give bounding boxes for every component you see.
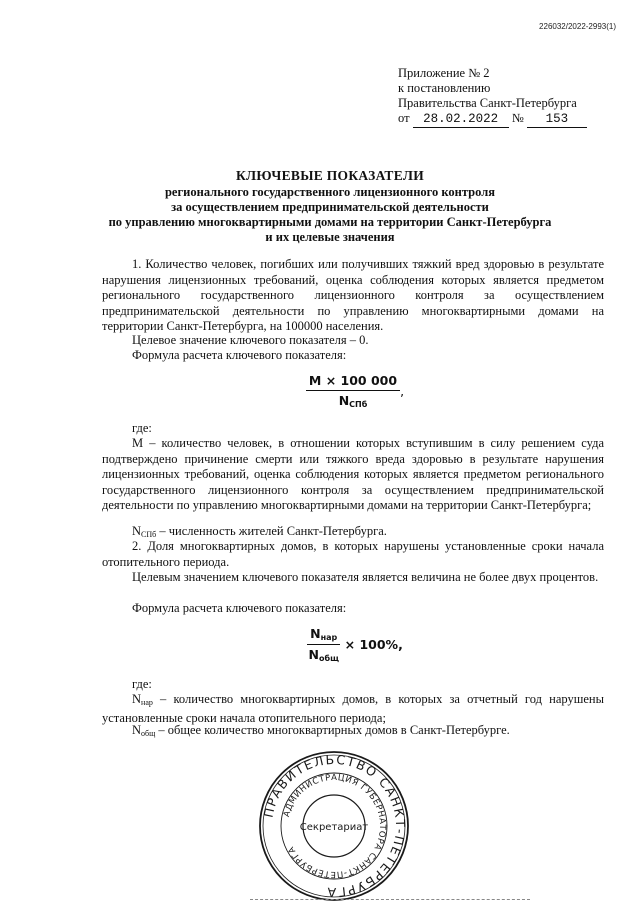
appendix-line2: к постановлению (398, 81, 491, 95)
number-label: № (511, 111, 524, 125)
stamp-center-text: Секретариат (299, 822, 369, 833)
title-line5: и их целевые значения (265, 230, 395, 244)
paragraph-target-1: Целевое значение ключевого показателя – 0. (132, 333, 369, 347)
resolution-number: 153 (527, 112, 587, 128)
formula-2-numerator: $N_{нар}$ (307, 626, 340, 645)
paragraph-1: 1. Количество человек, погибших или получивших тяжкий вред здоровью в результате нарушения лицензионных требований, оценка соблюдения которых является предметом регионального государственного лицензионного контроля за осуществлением предпринимательской деятельности по управлению многоквартирными домами на территории Санкт-Петербурга, на 100000 населения. (102, 257, 604, 334)
formula-1-numerator: M × 100 000 (306, 373, 400, 391)
formula-2-suffix: × 100%, (344, 637, 403, 652)
title-line1: КЛЮЧЕВЫЕ ПОКАЗАТЕЛИ (235, 168, 425, 183)
where-label-1: где: (132, 421, 152, 435)
stamp-inner-text: АДМИНИСТРАЦИЯ ГУБЕРНАТОРА САНКТ-ПЕТЕРБУРГА (281, 772, 388, 880)
appendix-line1: Приложение № 2 (398, 66, 490, 80)
document-title (60, 168, 600, 245)
appendix-line3: Правительства Санкт-Петербурга (398, 96, 577, 110)
paragraph-nobsh-definition: $N_{общ}$ – общее количество многоквартирных домов в Санкт-Петербурге. (132, 723, 510, 738)
formula-1-denominator: $N_{СПб}$ (338, 393, 368, 409)
formula-2-denominator: $N_{общ}$ (308, 647, 339, 663)
paragraph-2: 2. Доля многоквартирных домов, в которых нарушены установленные сроки начала отопительного периода. (102, 539, 604, 569)
paragraph-nspb-definition: $N_{СПб}$ – численность жителей Санкт-Петербурга. (132, 524, 387, 539)
stamp-outer-text: ПРАВИТЕЛЬСТВО САНКТ-ПЕТЕРБУРГА (260, 751, 409, 901)
secretariat-stamp (258, 750, 410, 902)
document-number: 226032/2022-2993(1) (539, 22, 616, 31)
appendix-block (398, 66, 587, 128)
paragraph-formula-label-1: Формула расчета ключевого показателя: (132, 348, 347, 362)
paragraph-target-2: Целевым значением ключевого показателя является величина не более двух процентов. (132, 570, 599, 584)
formula-2 (280, 626, 430, 663)
title-line4: по управлению многоквартирными домами на территории Санкт-Петербурга (108, 215, 552, 229)
where-label-2: где: (132, 677, 152, 691)
appendix-date-line (398, 111, 587, 128)
title-line2: регионального государственного лицензионного контроля (164, 185, 495, 199)
from-label: от (398, 111, 410, 125)
paragraph-formula-label-2: Формула расчета ключевого показателя: (132, 601, 347, 615)
formula-1-suffix: , (400, 383, 405, 399)
paragraph-nnar-definition: $N_{нар}$ – количество многоквартирных домов, в которых за отчетный год нарушены установленные сроки начала отопительного периода; (102, 692, 604, 725)
footer-rule (250, 899, 530, 902)
paragraph-m-definition: М – количество человек, в отношении которых вступившим в силу решением суда подтверждено причинение смерти или тяжкого вреда здоровью в результате нарушения лицензионных требований, оценка соблюдения которых является предметом регионального государственного лицензионного контроля за осуществлением предпринимательской деятельности по управлению многоквартирными домами на территории Санкт-Петербурга; (102, 436, 604, 513)
formula-1 (300, 373, 410, 409)
title-line3: за осуществлением предпринимательской деятельности (171, 200, 489, 214)
resolution-date: 28.02.2022 (413, 112, 509, 128)
